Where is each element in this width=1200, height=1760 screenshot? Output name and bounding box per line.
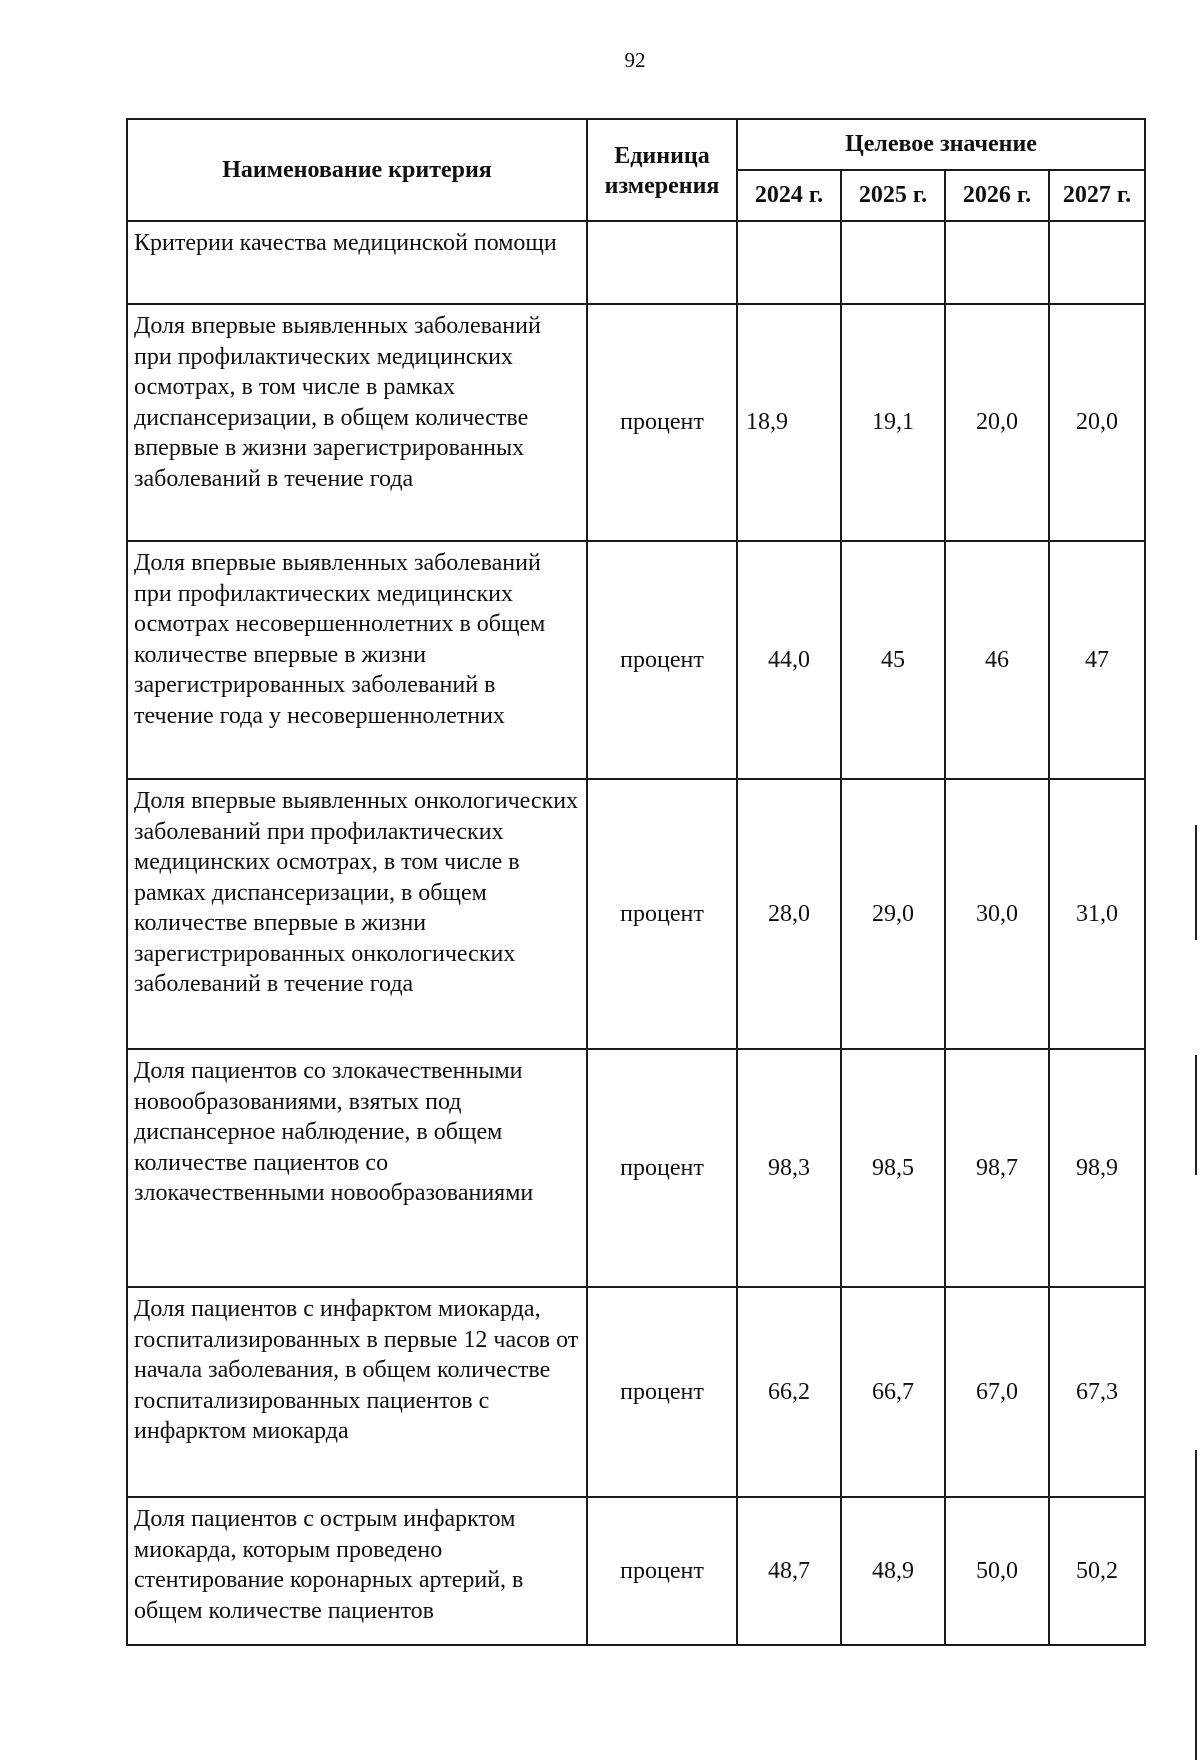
page-number: 92: [624, 48, 646, 72]
value-2024: 28,0: [737, 779, 841, 1049]
value-2025: 66,7: [841, 1287, 945, 1497]
empty-cell: [945, 221, 1049, 304]
empty-cell: [587, 221, 737, 304]
value-2026: 67,0: [945, 1287, 1049, 1497]
value-2026: 50,0: [945, 1497, 1049, 1645]
value-2027: 20,0: [1049, 304, 1145, 541]
value-2027: 47: [1049, 541, 1145, 779]
column-header-target: Целевое значение: [737, 119, 1145, 170]
table-row: [127, 779, 1145, 1049]
column-header-unit-label: Единица измерения: [604, 143, 720, 199]
criteria-table: [126, 118, 1146, 1646]
table-row: [127, 1049, 1145, 1287]
criterion-unit: процент: [587, 1287, 737, 1497]
column-header-year-2024: 2024 г.: [737, 170, 841, 221]
value-2024: 44,0: [737, 541, 841, 779]
criterion-unit: процент: [587, 304, 737, 541]
value-2025: 48,9: [841, 1497, 945, 1645]
value-2024: 66,2: [737, 1287, 841, 1497]
criterion-unit: процент: [587, 779, 737, 1049]
table-row: [127, 304, 1145, 541]
value-2025: 98,5: [841, 1049, 945, 1287]
scan-artifact-line: [1195, 1450, 1197, 1760]
value-2024: 48,7: [737, 1497, 841, 1645]
criterion-name: Доля пациентов с острым инфарктом миокарда, которым проведено стентирование коронарных артерий, в общем количестве пациентов: [127, 1497, 587, 1645]
table-row: [127, 1287, 1145, 1497]
column-header-year-2027: 2027 г.: [1049, 170, 1145, 221]
value-2026: 20,0: [945, 304, 1049, 541]
value-2025: 19,1: [841, 304, 945, 541]
value-2027: 98,9: [1049, 1049, 1145, 1287]
criterion-unit: процент: [587, 1049, 737, 1287]
header-row-top: [127, 119, 1145, 170]
value-2027: 50,2: [1049, 1497, 1145, 1645]
column-header-year-2026: 2026 г.: [945, 170, 1049, 221]
value-2026: 98,7: [945, 1049, 1049, 1287]
criterion-unit: процент: [587, 1497, 737, 1645]
column-header-unit: [587, 119, 737, 221]
criterion-name: Доля пациентов со злокачественными новообразованиями, взятых под диспансерное наблюдение, в общем количестве пациентов со злокачественными новообразованиями: [127, 1049, 587, 1287]
value-2026: 46: [945, 541, 1049, 779]
empty-cell: [737, 221, 841, 304]
value-2025: 29,0: [841, 779, 945, 1049]
empty-cell: [841, 221, 945, 304]
column-header-year-2025: 2025 г.: [841, 170, 945, 221]
section-title: Критерии качества медицинской помощи: [127, 221, 587, 304]
criterion-name: Доля впервые выявленных онкологических заболеваний при профилактических медицинских осмотрах, в том числе в рамках диспансеризации, в общем количестве впервые в жизни зарегистрированных онкологических заболеваний в течение года: [127, 779, 587, 1049]
value-2026: 30,0: [945, 779, 1049, 1049]
scan-artifact-line: [1195, 1055, 1197, 1175]
value-2024: 98,3: [737, 1049, 841, 1287]
table-row: [127, 541, 1145, 779]
criterion-name: Доля впервые выявленных заболеваний при профилактических медицинских осмотрах несовершеннолетних в общем количестве впервые в жизни зарегистрированных заболеваний в течение года у несовершеннолетних: [127, 541, 587, 779]
scan-artifact-line: [1195, 825, 1197, 940]
value-2027: 67,3: [1049, 1287, 1145, 1497]
criterion-name: Доля впервые выявленных заболеваний при профилактических медицинских осмотрах, в том числе в рамках диспансеризации, в общем количестве впервые в жизни зарегистрированных заболеваний в течение года: [127, 304, 587, 541]
column-header-name: Наименование критерия: [127, 119, 587, 221]
value-2027: 31,0: [1049, 779, 1145, 1049]
table-row: [127, 1497, 1145, 1645]
criterion-name: Доля пациентов с инфарктом миокарда, госпитализированных в первые 12 часов от начала заболевания, в общем количестве госпитализированных пациентов с инфарктом миокарда: [127, 1287, 587, 1497]
value-2024: 18,9: [737, 304, 841, 541]
section-row: [127, 221, 1145, 304]
criterion-unit: процент: [587, 541, 737, 779]
empty-cell: [1049, 221, 1145, 304]
value-2025: 45: [841, 541, 945, 779]
